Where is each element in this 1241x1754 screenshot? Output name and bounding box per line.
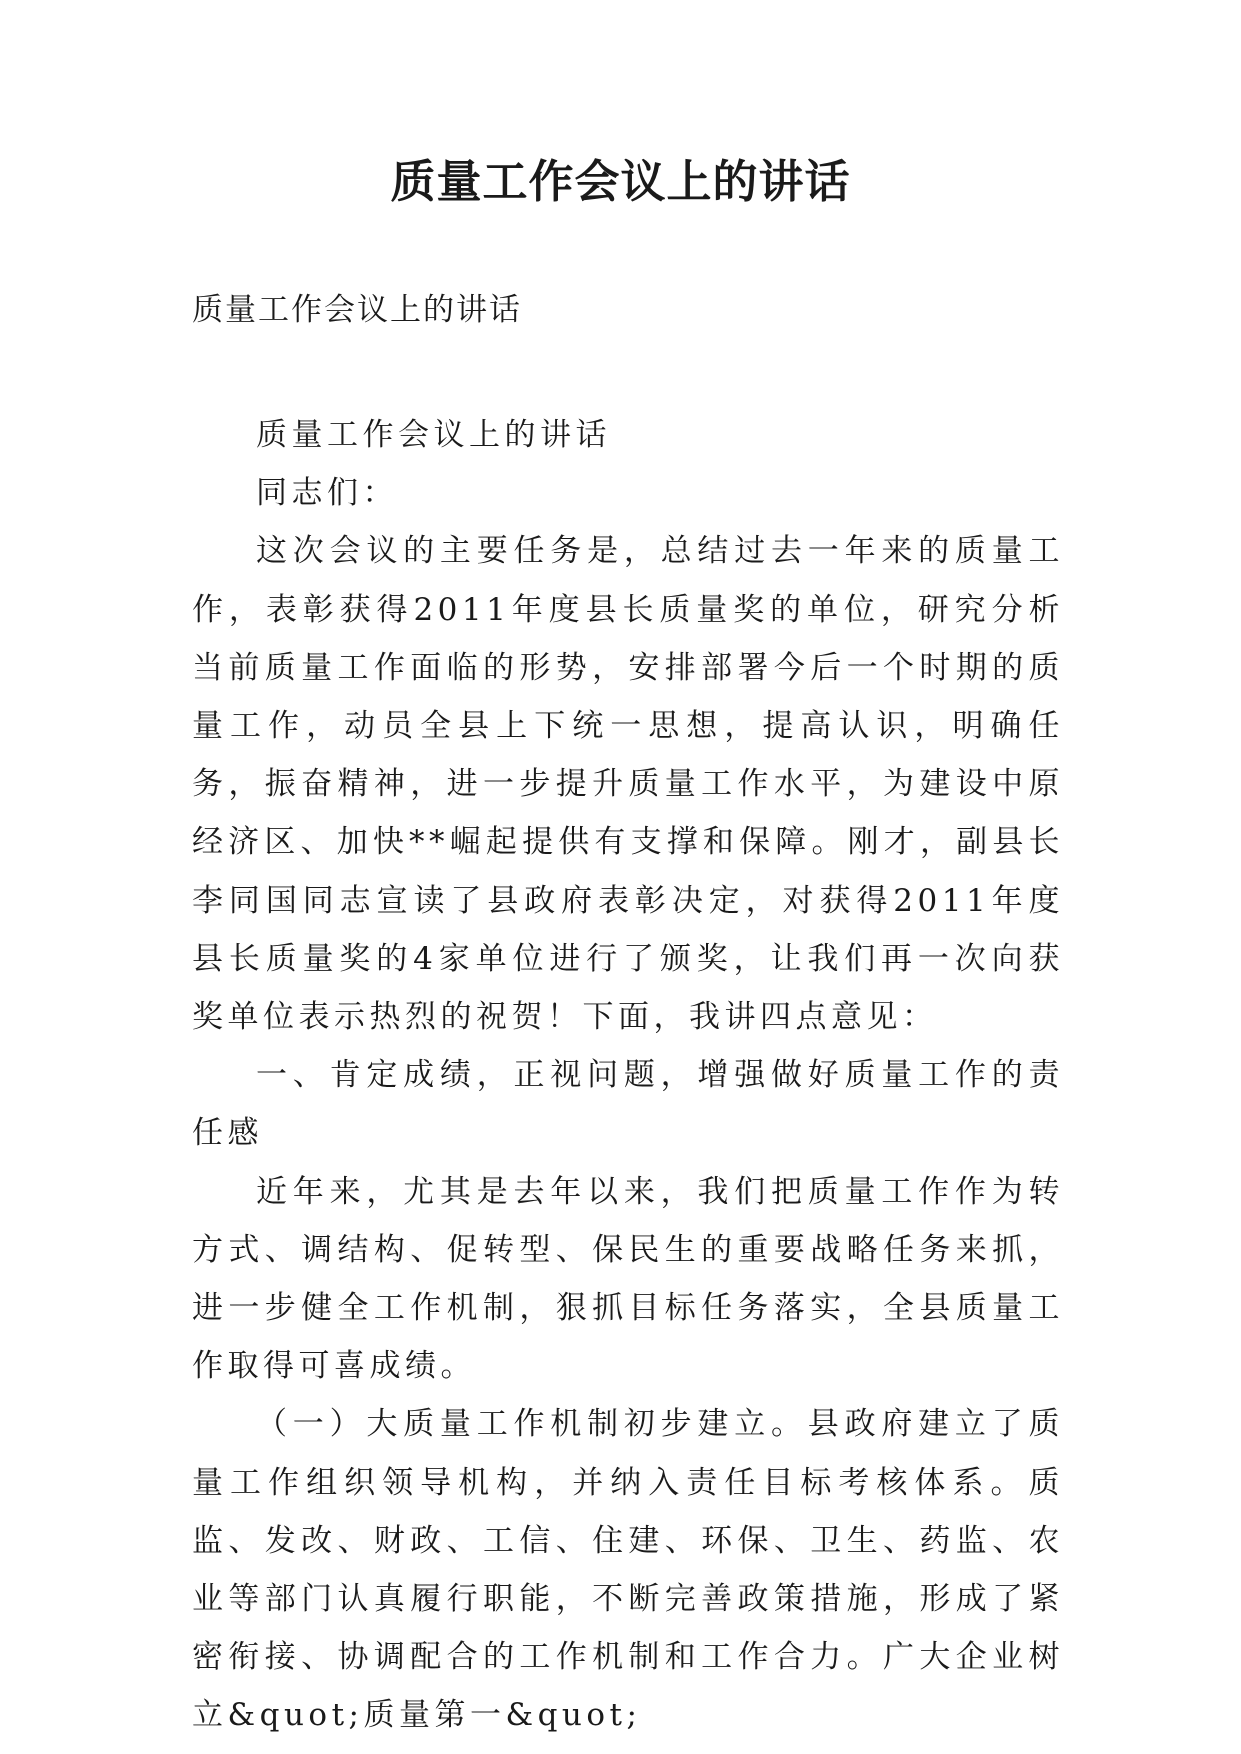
body-paragraph-salutation: 同志们： — [256, 475, 398, 512]
body-paragraph-heading: 质量工作会议上的讲话 — [256, 417, 611, 453]
body-paragraph-section-heading: 一、肯定成绩，正视问题，增强做好质量工作的责任感 — [192, 1057, 1064, 1152]
body-paragraph: （一）大质量工作机制初步建立。县政府建立了质量工作组织领导机构，并纳入责任目标考核体系。质监、发改、财政、工信、住建、环保、卫生、药监、农业等部门认真履行职能，不断完善政策措施，形成了紧密衔接、协调配合的工作机制和工作合力。广大企业树立&quot;质量第一&quot; — [192, 1406, 1064, 1734]
document-subtitle: 质量工作会议上的讲话 — [192, 292, 522, 328]
document-title: 质量工作会议上的讲话 — [390, 155, 851, 208]
body-paragraph: 这次会议的主要任务是，总结过去一年来的质量工作，表彰获得2011年度县长质量奖的单位，研究分析当前质量工作面临的形势，安排部署今后一个时期的质量工作，动员全县上下统一思想，提高认识，明确任务，振奋精神，进一步提升质量工作水平，为建设中原经济区、加快**崛起提供有支撑和保障。刚才，副县长李同国同志宣读了县政府表彰决定，对获得2011年度县长质量奖的4家单位进行了颁奖，让我们再一次向获奖单位表示热烈的祝贺！下面，我讲四点意见： — [192, 533, 1064, 1036]
body-paragraph: 近年来，尤其是去年以来，我们把质量工作作为转方式、调结构、促转型、保民生的重要战略任务来抓，进一步健全工作机制，狠抓目标任务落实，全县质量工作取得可喜成绩。 — [192, 1173, 1064, 1385]
document-body — [192, 406, 1064, 1745]
